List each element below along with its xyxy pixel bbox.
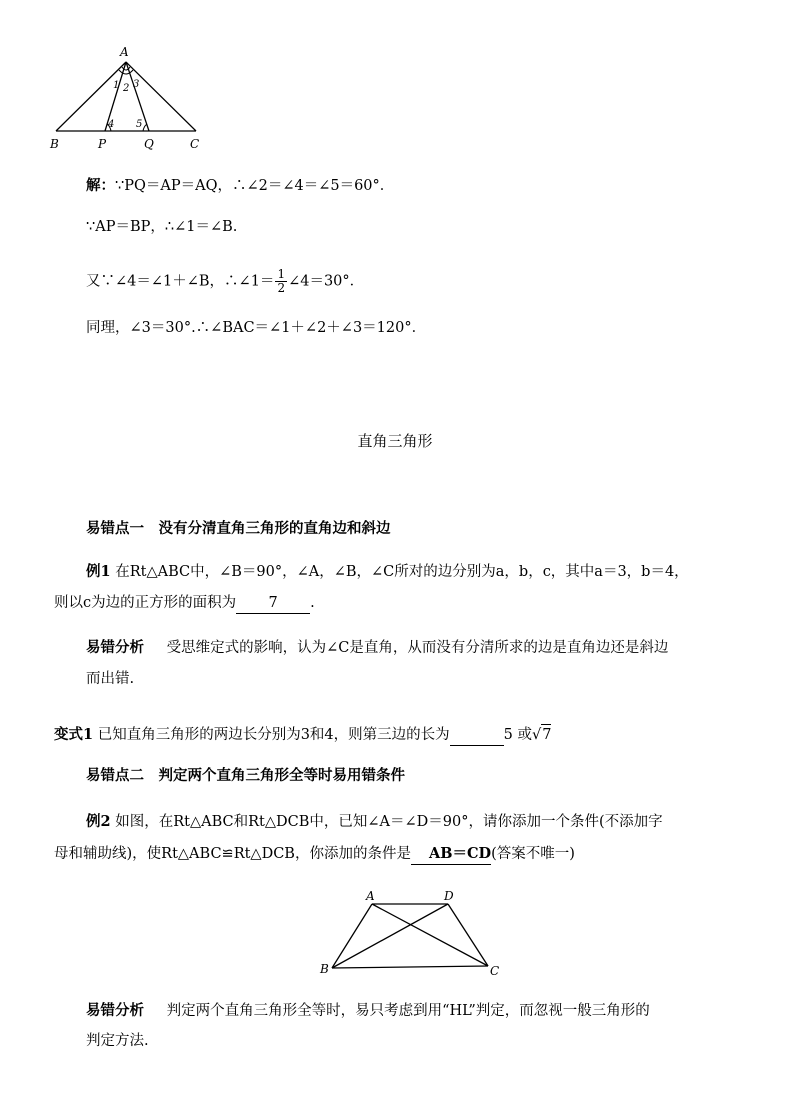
angle-label-1: 1 — [113, 80, 120, 91]
example1-label: 例1 — [86, 563, 111, 580]
sqrt-radicand: 7 — [541, 724, 551, 745]
solution-line-3 — [86, 268, 364, 295]
example2-text-2-post: (答案不唯一) — [491, 846, 575, 862]
segment-dc — [448, 904, 488, 966]
figure-two-right-triangles — [310, 884, 510, 984]
solution-text-2: ∵AP＝BP，∴∠1＝∠B. — [86, 219, 238, 235]
angle-label-3: 3 — [133, 79, 140, 90]
angle-label-5: 5 — [136, 119, 143, 130]
analysis2-text-2: 判定方法. — [86, 1033, 149, 1049]
analysis1-line-2 — [86, 669, 134, 689]
angle-label-4: 4 — [108, 119, 115, 130]
label-P: P — [98, 137, 107, 151]
solution-line-1 — [86, 176, 394, 196]
analysis2-text: 判定两个直角三角形全等时，易只考虑到用“HL”判定，而忽视一般三角形的 — [166, 1003, 650, 1019]
example1-line-1 — [86, 562, 689, 582]
segment-bc2 — [332, 966, 488, 968]
example2-line-2 — [54, 844, 575, 865]
point1-heading: 易错点一 没有分清直角三角形的直角边和斜边 — [86, 520, 391, 537]
solution-line-4 — [86, 318, 426, 338]
fig2-label-B: B — [320, 962, 329, 976]
label-C: C — [190, 137, 200, 151]
sqrt-sign: √ — [532, 727, 542, 743]
variant1-line — [54, 724, 551, 746]
example1-answer: 7 — [236, 593, 310, 614]
fig2-label-C: C — [490, 964, 500, 978]
angle-arc-a — [119, 70, 133, 74]
label-A: A — [120, 45, 129, 59]
example1-text-2: 则以c为边的正方形的面积为 — [54, 595, 237, 611]
example2-label: 例2 — [86, 813, 111, 830]
angle-label-2: 2 — [123, 83, 130, 94]
example2-line-1 — [86, 812, 663, 832]
example1-text: 在Rt△ABC中，∠B＝90°，∠A，∠B，∠C所对的边分别为a，b，c，其中a＝3，b＝4， — [115, 564, 689, 580]
variant1-blank — [450, 725, 504, 746]
figure-triangle-apq — [40, 40, 220, 155]
fraction-denominator: 2 — [277, 281, 286, 295]
example2-text-2: 母和辅助线)，使Rt△ABC≌Rt△DCB，你添加的条件是 — [54, 846, 411, 862]
variant1-text: 已知直角三角形的两边长分别为3和4，则第三边的长为 — [97, 727, 450, 743]
analysis2-line-1 — [86, 1001, 650, 1021]
label-Q: Q — [144, 137, 154, 151]
variant1-label: 变式1 — [54, 726, 94, 743]
solution-lead: 解： — [86, 177, 115, 194]
solution-text-3-pre: 又∵∠4＝∠1＋∠B，∴∠1＝ — [86, 273, 275, 290]
analysis1-text: 受思维定式的影响，认为∠C是直角，从而没有分清所求的边是直角边还是斜边 — [166, 640, 669, 656]
fig2-label-D: D — [444, 889, 454, 903]
variant1-answer: 5 或 — [503, 727, 532, 743]
example1-line-2: 则以c为边的正方形的面积为 7 . — [54, 593, 315, 614]
analysis2-line-2 — [86, 1031, 149, 1051]
angle-arc-q — [143, 124, 147, 131]
solution-text-1: ∵PQ＝AP＝AQ，∴∠2＝∠4＝∠5＝60°． — [115, 178, 395, 194]
solution-line-2 — [86, 217, 237, 237]
analysis1-text-2: 而出错. — [86, 671, 135, 687]
analysis1-label: 易错分析 — [86, 639, 144, 656]
label-B: B — [50, 137, 59, 151]
solution-text-4: 同理，∠3＝30°.∴∠BAC＝∠1＋∠2＋∠3＝120°． — [86, 320, 427, 336]
segment-ba — [332, 904, 372, 968]
fraction-one-half — [275, 268, 287, 295]
section-title: 直角三角形 — [357, 432, 433, 450]
fig2-label-A: A — [366, 889, 375, 903]
solution-text-3-post: ∠4＝30°． — [288, 273, 365, 290]
point2-heading: 易错点二 判定两个直角三角形全等时易用错条件 — [86, 767, 405, 784]
analysis1-line-1 — [86, 638, 668, 658]
example2-text: 如图，在Rt△ABC和Rt△DCB中，已知∠A＝∠D＝90°，请你添加一个条件(不添加字 — [115, 814, 663, 830]
fraction-numerator: 1 — [277, 267, 286, 281]
analysis2-label: 易错分析 — [86, 1002, 144, 1019]
example2-answer: AB＝CD — [411, 844, 491, 865]
